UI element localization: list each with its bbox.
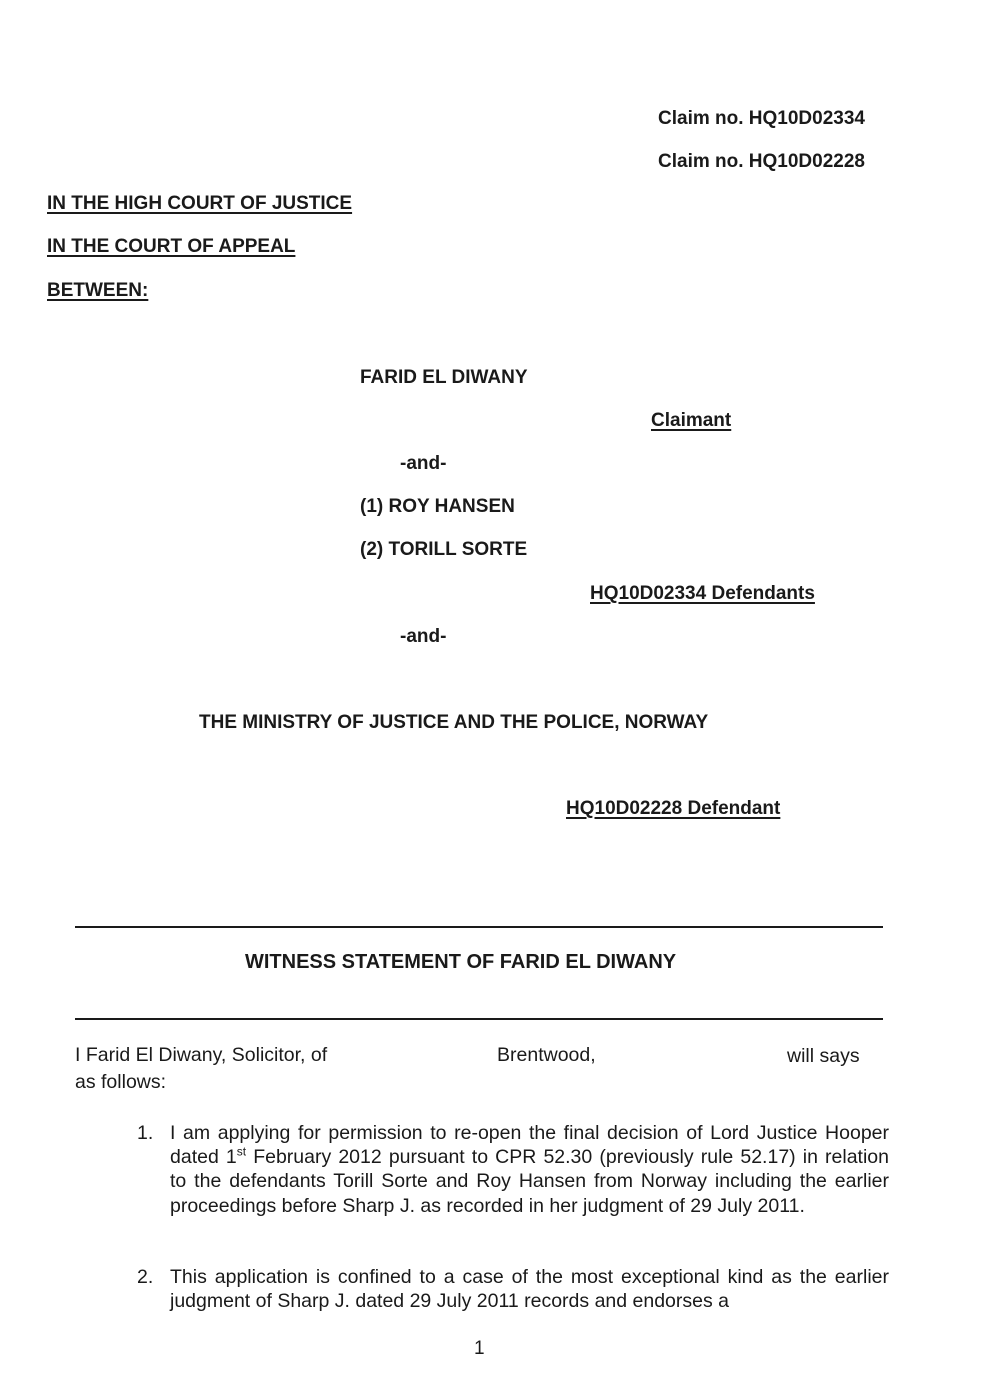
defendant-1-name: (1) ROY HANSEN bbox=[360, 496, 515, 517]
ministry-name: THE MINISTRY OF JUSTICE AND THE POLICE, NORWAY bbox=[199, 712, 709, 733]
intro-text-d: as follows: bbox=[75, 1071, 167, 1093]
court-heading-high-court: IN THE HIGH COURT OF JUSTICE bbox=[47, 193, 353, 214]
paragraph-1-text-b: February 2012 pursuant to CPR 52.30 (previously rule 52.17) in relation to the defendants Torill Sorte and Roy Hansen from Norway including the earlier proceedings before Sharp J. as recorded in her judgment of 29 July 2011. bbox=[170, 1146, 889, 1217]
ministry-role: HQ10D02228 Defendant bbox=[566, 798, 781, 819]
claim-number-2: Claim no. HQ10D02228 bbox=[658, 151, 865, 172]
and-separator-2: -and- bbox=[400, 626, 447, 647]
statement-title: WITNESS STATEMENT OF FARID EL DIWANY bbox=[245, 951, 677, 973]
paragraph-1-superscript: st bbox=[236, 1144, 247, 1159]
paragraph-1-text-a: I am applying for permission to re-open the final decision of Lord Justice Hooper dated 1 bbox=[170, 1122, 889, 1169]
title-rule-bottom bbox=[75, 1018, 883, 1020]
paragraph-2: This application is confined to a case of the most exceptional kind as the earlier judgment of Sharp J. dated 29 July 2011 records and endorses a bbox=[170, 1266, 889, 1313]
intro-text-c: will says bbox=[787, 1045, 860, 1067]
claim-number-1: Claim no. HQ10D02334 bbox=[658, 108, 865, 129]
title-rule-top bbox=[75, 926, 883, 928]
page-number: 1 bbox=[474, 1338, 485, 1359]
paragraph-1 bbox=[170, 1121, 889, 1218]
paragraph-number-1: 1. bbox=[137, 1122, 154, 1144]
intro-text-a: I Farid El Diwany, Solicitor, of bbox=[75, 1044, 328, 1066]
between-label: BETWEEN: bbox=[47, 280, 149, 301]
and-separator-1: -and- bbox=[400, 453, 447, 474]
defendant-2-name: (2) TORILL SORTE bbox=[360, 539, 528, 560]
claimant-name: FARID EL DIWANY bbox=[360, 367, 528, 388]
claimant-role: Claimant bbox=[651, 410, 732, 431]
paragraph-number-2: 2. bbox=[137, 1266, 154, 1288]
defendants-role: HQ10D02334 Defendants bbox=[590, 583, 815, 604]
intro-text-b: Brentwood, bbox=[497, 1044, 596, 1066]
court-heading-appeal: IN THE COURT OF APPEAL bbox=[47, 236, 296, 257]
